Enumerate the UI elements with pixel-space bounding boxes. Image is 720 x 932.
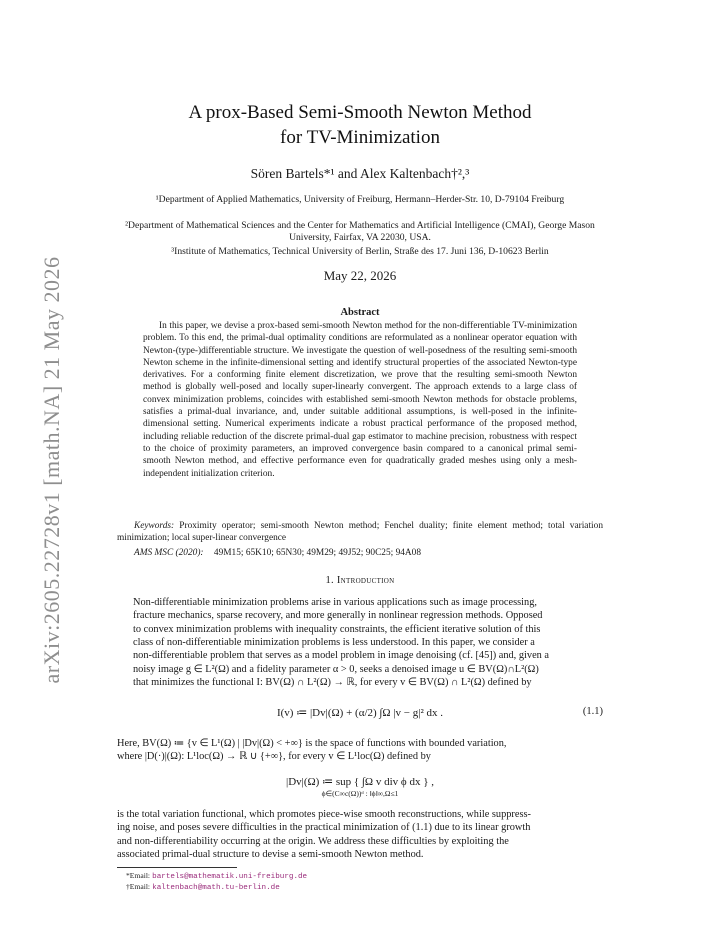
paper-title [0, 100, 720, 150]
email-link[interactable]: kaltenbach@math.tu-berlin.de [152, 884, 280, 892]
intro-paragraph-3 [117, 808, 603, 861]
equation-1-1 [117, 706, 603, 719]
msc-codes [134, 548, 594, 558]
footnote-label: *Email: [126, 871, 151, 880]
keywords [117, 520, 603, 545]
title-line-1: A prox-Based Semi-Smooth Newton Method [188, 102, 532, 123]
equation-number: (1.1) [582, 706, 603, 717]
affiliation-3: ³Institute of Mathematics, Technical University of Berlin, Straße des 17. Juni 136, D-10623 Berlin [171, 246, 549, 257]
email-link[interactable]: bartels@mathematik.uni-freiburg.de [152, 873, 308, 881]
affiliation-1: ¹Department of Applied Mathematics, University of Freiburg, Hermann–Herder-Str. 10, D-79104 Freiburg [155, 194, 565, 205]
footnote-1 [126, 871, 307, 881]
intro-paragraph-1 [117, 596, 603, 689]
footnote-rule [117, 867, 237, 868]
text-line: that minimizes the functional I: BV(Ω) ∩ L²(Ω) → ℝ, for every v ∈ BV(Ω) ∩ L²(Ω) defined by [133, 677, 532, 689]
text-line: and non-differentiability occurring at the origin. We address these difficulties by exploiting the [117, 835, 509, 847]
keywords-label: Keywords: [134, 521, 175, 531]
text-line: ing noise, and poses severe difficulties in the practical minimization of (1.1) due to its linear growth [117, 822, 531, 834]
equation-total-variation [117, 775, 603, 798]
text-line: Non-differentiable minimization problems arise in various applications such as image processing, [133, 597, 537, 608]
text-line: to convex minimization problems with inequality constraints, the efficient iterative solution of this [133, 623, 541, 635]
intro-paragraph-2 [117, 737, 603, 764]
text-line: noisy image g ∈ L²(Ω) and a fidelity parameter α > 0, seeks a denoised image u ∈ BV(Ω)∩L²(Ω) [133, 663, 539, 675]
abstract-heading: Abstract [340, 307, 380, 318]
text-line: non-differentiable problem that serves as a model problem in image denoising (cf. [45]) and, given a [133, 650, 550, 662]
author-list: Sören Bartels*¹ and Alex Kaltenbach†²,³ [250, 166, 470, 181]
text-line: is the total variation functional, which promotes piece-wise smooth reconstructions, while suppress- [117, 809, 531, 820]
equation-body: |Dv|(Ω) ≔ sup { ∫Ω v div ϕ dx } , [286, 776, 434, 788]
section-heading: 1. Introduction [325, 575, 395, 586]
text-line: class of non-differentiable minimization problems is less understood. In this paper, we consider a [133, 637, 535, 649]
keywords-text: Proximity operator; semi-smooth Newton method; Fenchel duality; finite element method; total variation minimization; local super-linear convergence [117, 521, 603, 544]
publication-date: May 22, 2026 [323, 268, 397, 283]
title-line-2: for TV-Minimization [280, 127, 440, 148]
abstract-text: In this paper, we devise a prox-based semi-smooth Newton method for the non-differentiable TV-minimization problem. To this end, the primal-dual optimality conditions are reformulated as a nonlinear operator equation with Newton-(type-)differentiable structure. We investigate the question of well-posedness of the resulting semi-smooth Newton scheme in the infinite-dimensional setting and identify structural properties of the associated Newton-type derivatives. For a conforming finite element discretization, we prove that the resulting semi-smooth Newton method is globally well-posed and locally super-linearly convergent. The approach extends to a large class of convex minimization problems, coincides with established semi-smooth Newton methods for obstacle problems, satisfies a primal-dual invariance, and, under suitable additional assumptions, is well-posed in the infinite-dimensional setting. Numerical experiments indicate a robust practical performance of the proposed method, including reliable reduction of the discrete primal-dual gap estimator to machine precision, robustness with respect to the choice of proximity parameters, an improved convergence basin compared to a canonical primal semi-smooth Newton method, and effective performance even for quadratically graded meshes using only a mesh-independent initialization criterion. [143, 321, 577, 479]
text-line: where |D(·)|(Ω): L¹loc(Ω) → ℝ ∪ {+∞}, for every v ∈ L¹loc(Ω) defined by [117, 751, 431, 763]
equation-sup-subscript: ϕ∈(C∞c(Ω))ᵈ : ‖ϕ‖∞,Ω≤1 [321, 789, 399, 798]
msc-label: AMS MSC (2020): [134, 548, 204, 558]
text-line: associated primal-dual structure to devise a semi-smooth Newton method. [117, 849, 424, 861]
arxiv-identifier: arXiv:2605.22728v1 [math.NA] 21 May 2026 [39, 256, 64, 684]
equation-body: I(v) ≔ |Dv|(Ω) + (α/2) ∫Ω |v − g|² dx . [276, 707, 444, 719]
text-line: Here, BV(Ω) ≔ {v ∈ L¹(Ω) | |Dv|(Ω) < +∞} is the space of functions with bounded variation, [117, 738, 507, 749]
text-line: fracture mechanics, sparse recovery, and more generally in nonlinear regression methods. Opposed [133, 610, 543, 622]
footnote-2 [126, 882, 280, 892]
footnote-label: †Email: [126, 882, 151, 891]
affiliation-2: ²Department of Mathematical Sciences and the Center for Mathematics and Artificial Intelligence (CMAI), George Mason University, Fairfax, VA 22030, USA. [125, 220, 595, 243]
msc-text: 49M15; 65K10; 65N30; 49M29; 49J52; 90C25; 94A08 [213, 548, 422, 558]
